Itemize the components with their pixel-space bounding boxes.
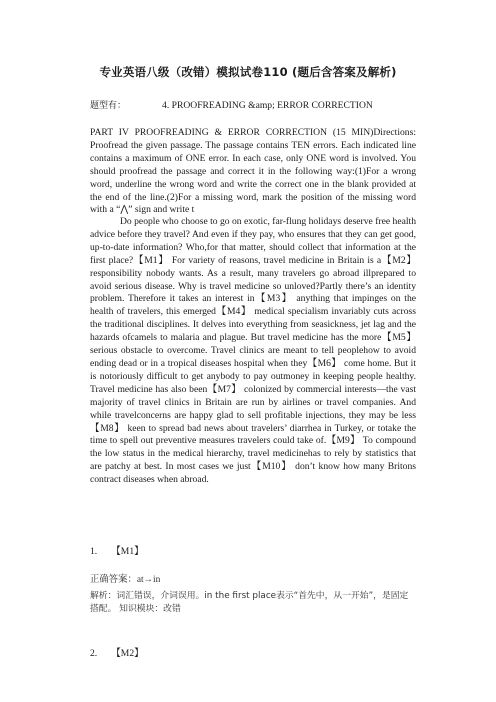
question-1-heading [90,543,144,557]
question-2-tag: 【M2】 [111,648,144,659]
instructions-paragraph: PART IV PROOFREADING & ERROR CORRECTION (15 MIN)Directions: Proofread the given passage. The passage contains TEN errors. Each indicated line contains a maximum of ONE error. In each case, only ONE word is involved. You should proofread the passage and correct it in the following way:(1)For a wrong word, underline the wrong word and write the correct one in the blank provided at the end of the line.(2)For a missing word, mark the position of the missing word with a “⋀” sign and write t [90,127,416,216]
question-1-answer: 正确答案：at→in [90,575,161,585]
question-type-line [90,98,373,111]
question-1-explanation: 解析：词汇错误，介词误用。in the first place表示“首先中，从一开始”，是固定搭配。 知识模块：改错 [90,591,409,614]
question-type-label: 题型有： [90,101,127,111]
question-1-number: 1. [90,546,98,557]
question-2-number: 2. [90,648,98,659]
question-2-heading [90,645,144,659]
question-1-tag: 【M1】 [111,546,144,557]
document-title: 专业英语八级（改错）模拟试卷110 (题后含答案及解析) [99,65,397,79]
question-type-value: 4. PROOFREADING &amp; ERROR CORRECTION [162,100,373,111]
passage-paragraph: Do people who choose to go on exotic, far-flung holidays deserve free health advice before they travel? And even if they pay, who ensures that they can get good, up-to-date information? Who,for that matter, should collect that information at the first place?【M1】 For variety of reasons, travel medicine in Britain is a【M2】 responsibility nobody wants. As a result, many travelers go abroad illprepared to avoid serious disease. Why is travel medicine so unloved?Partly there’s an identity problem. Therefore it takes an interest in【M3】 anything that impinges on the health of travelers, this emerged【M4】 medical specialism invariably cuts across the traditional disciplines. It delves into everything from seasickness, jet lag and the hazards ofcamels to malaria and plague. But travel medicine has the more【M5】 serious obstacle to overcome. Travel clinics are meant to tell peoplehow to avoid ending dead or in a tropical diseases hospital when they【M6】 come home. But it is notoriously difficult to get anybody to pay outmoney in keeping people healthy. Travel medicine has also been【M7】 colonized by commercial interests—the vast majority of travel clinics in Britain are run by airlines or travel companies. And while travelconcerns are happy glad to sell profitable injections, they may be less【M8】 keen to spread bad news about travelers’ diarrhea in Turkey, or totake the time to spell out preventive measures travelers could take of.【M9】 To compound the low status in the medical hierarchy, travel medicinehas to rely by statistics that are patchy at best. In most cases we just【M10】 don’t know how many Britons contract diseases when abroad. [90,216,416,486]
